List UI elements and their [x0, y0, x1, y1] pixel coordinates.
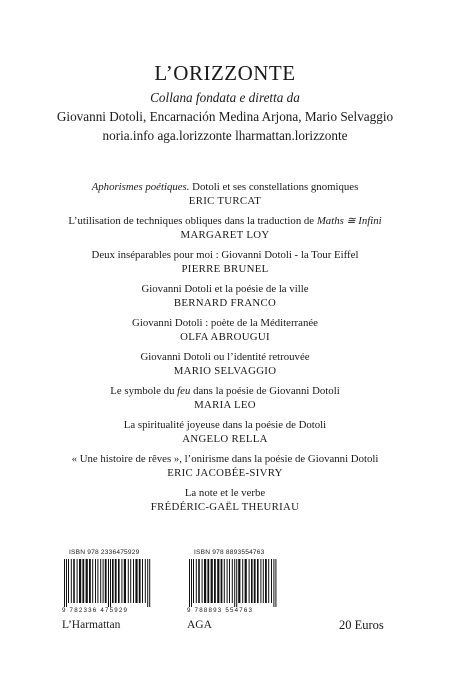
- entry-author: MARIA LEO: [194, 399, 256, 411]
- entry-author: OLFA ABROUGUI: [180, 331, 270, 343]
- entry-title: Le symbole du feu dans la poésie de Giovanni Dotoli: [110, 385, 340, 397]
- founders-line: Giovanni Dotoli, Encarnación Medina Arjona, Mario Selvaggio: [56, 109, 394, 124]
- contents-entry: [0, 316, 450, 344]
- barcode-icon: [187, 559, 285, 607]
- entry-title: L’utilisation de techniques obliques dans la traduction de Maths ≅ Infini: [68, 215, 382, 227]
- entry-author: FRÉDÉRIC-GAËL THEURIAU: [150, 501, 300, 513]
- isbn-label: ISBN 978 2336475929: [69, 549, 140, 556]
- entry-author: ANGELO RELLA: [182, 433, 268, 445]
- publisher-aga: AGA: [187, 619, 212, 631]
- entry-title: Aphorismes poétiques. Dotoli et ses constellations gnomiques: [91, 181, 359, 193]
- entry-author: ERIC JACOBÉE-SIVRY: [167, 467, 283, 479]
- contents-entry: [0, 418, 450, 446]
- barcode-aga: [187, 549, 285, 615]
- price-label: 20 Euros: [339, 618, 384, 632]
- entry-title: La spiritualité joyeuse dans la poésie de Dotoli: [123, 419, 327, 431]
- contents-entry: [0, 180, 450, 208]
- contents-entry: [0, 214, 450, 242]
- barcode-digits: 9 782336 475929: [62, 607, 129, 614]
- entry-title: Giovanni Dotoli et la poésie de la ville: [141, 283, 309, 295]
- contents-entry: [0, 248, 450, 276]
- websites-line: noria.info aga.lorizzonte lharmattan.lorizzonte: [102, 128, 348, 143]
- entry-title: Deux inséparables pour moi : Giovanni Dotoli - la Tour Eiffel: [91, 249, 359, 261]
- entry-author: MARGARET LOY: [180, 229, 270, 241]
- entry-author: MARIO SELVAGGIO: [173, 365, 277, 377]
- publisher-harmattan: L’Harmattan: [62, 619, 121, 631]
- entry-title: « Une histoire de rêves », l’onirisme dans la poésie de Giovanni Dotoli: [71, 453, 379, 465]
- contents-list: [0, 180, 450, 520]
- isbn-label: ISBN 978 8893554763: [194, 549, 265, 556]
- contents-entry: [0, 350, 450, 378]
- contents-entry: [0, 452, 450, 480]
- entry-title: Giovanni Dotoli ou l’identité retrouvée: [140, 351, 310, 363]
- barcode-digits: 9 788893 554763: [187, 607, 254, 614]
- founded-line: Collana fondata e diretta da: [150, 90, 300, 105]
- entry-author: ERIC TURCAT: [188, 195, 262, 207]
- contents-entry: [0, 282, 450, 310]
- entry-author: PIERRE BRUNEL: [181, 263, 269, 275]
- series-header: [0, 60, 450, 145]
- series-title: L’ORIZZONTE: [154, 61, 296, 85]
- entry-title: La note et le verbe: [184, 487, 266, 499]
- barcode-harmattan: [62, 549, 160, 615]
- contents-entry: [0, 384, 450, 412]
- entry-author: BERNARD FRANCO: [173, 297, 277, 309]
- entry-title: Giovanni Dotoli : poète de la Méditerranée: [132, 317, 318, 329]
- contents-entry: [0, 486, 450, 514]
- barcode-icon: [62, 559, 160, 607]
